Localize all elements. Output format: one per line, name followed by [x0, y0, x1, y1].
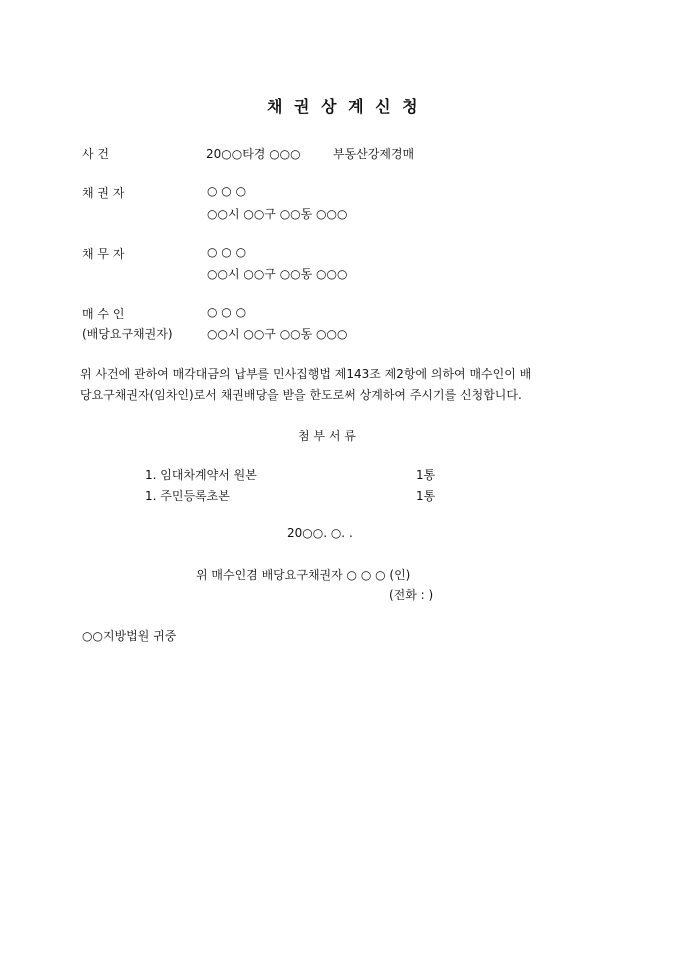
buyer-label: 매 수 인 — [82, 307, 125, 321]
attachment-item-count: 1통 — [416, 489, 436, 503]
case-number: 20○○타경 ○○○ — [206, 147, 301, 161]
document-title: 채 권 상 계 신 청 — [267, 97, 421, 116]
debtor-name: ○ ○ ○ — [207, 245, 247, 259]
debtor-label: 채 무 자 — [82, 247, 125, 261]
body-line-2: 당요구채권자(임차인)로서 채권배당을 받을 한도로써 상계하여 주시기를 신청합니다. — [80, 388, 522, 402]
debtor-address: ○○시 ○○구 ○○동 ○○○ — [207, 267, 348, 281]
signature-line: 위 매수인겸 배당요구채권자 ○ ○ ○ (인) — [196, 568, 411, 582]
attachment-item-name: 1. 주민등록초본 — [145, 489, 230, 503]
buyer-address: ○○시 ○○구 ○○동 ○○○ — [207, 327, 348, 341]
attachments-heading: 첨 부 서 류 — [298, 429, 356, 443]
case-label: 사 건 — [82, 147, 109, 161]
creditor-label: 채 권 자 — [82, 186, 125, 200]
buyer-name: ○ ○ ○ — [207, 305, 247, 319]
signature-phone: (전화 : ) — [389, 588, 434, 602]
case-name: 부동산강제경매 — [333, 147, 415, 161]
attachment-item-count: 1통 — [416, 468, 436, 482]
buyer-sublabel: (배당요구채권자) — [82, 327, 173, 341]
creditor-address: ○○시 ○○구 ○○동 ○○○ — [207, 207, 348, 221]
court-addressee: ○○지방법원 귀중 — [82, 629, 177, 643]
creditor-name: ○ ○ ○ — [207, 184, 247, 198]
attachment-item-name: 1. 임대차계약서 원본 — [145, 468, 257, 482]
body-line-1: 위 사건에 관하여 매각대금의 납부를 민사집행법 제143조 제2항에 의하여 매수인이 배 — [80, 367, 532, 381]
document-date: 20○○. ○. . — [287, 526, 353, 540]
